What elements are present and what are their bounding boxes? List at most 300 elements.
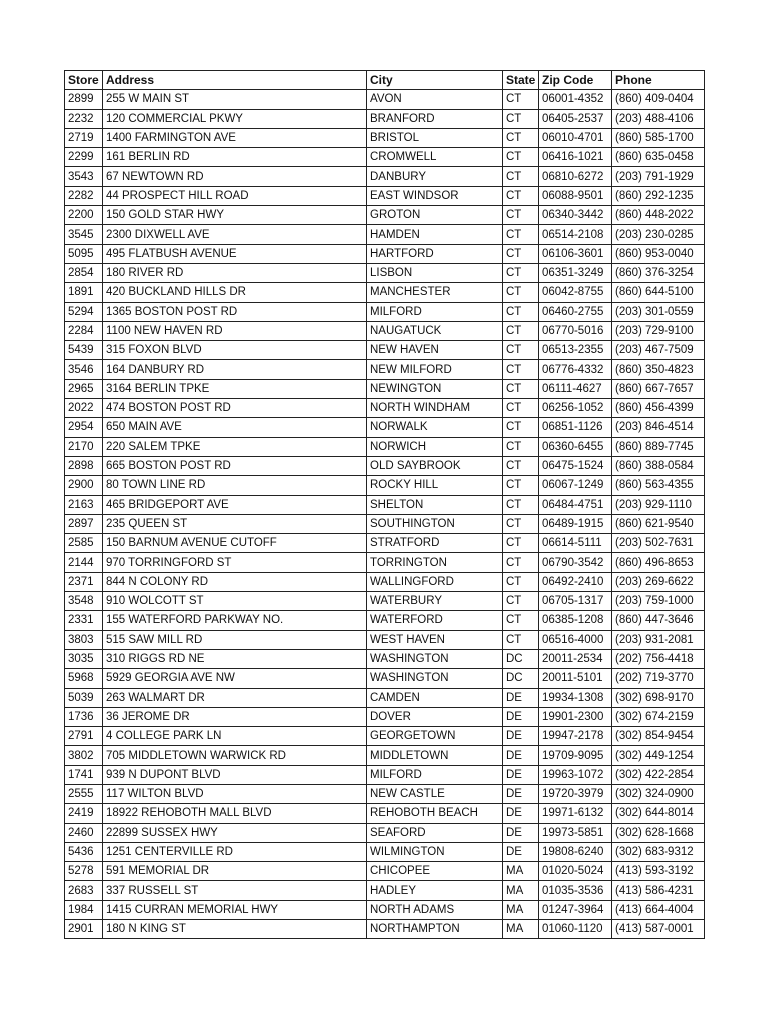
table-row bbox=[65, 823, 705, 842]
table-row bbox=[65, 688, 705, 707]
table-row bbox=[65, 244, 705, 263]
phone-cell: (203) 301-0559 bbox=[612, 302, 705, 321]
city-cell: MILFORD bbox=[367, 302, 503, 321]
city-cell: TORRINGTON bbox=[367, 553, 503, 572]
state-cell: CT bbox=[503, 611, 539, 630]
city-cell: NORTH WINDHAM bbox=[367, 399, 503, 418]
address-cell: 665 BOSTON POST RD bbox=[103, 456, 367, 475]
store-cell: 2419 bbox=[65, 804, 103, 823]
state-cell: CT bbox=[503, 379, 539, 398]
city-cell: NEWINGTON bbox=[367, 379, 503, 398]
state-cell: DE bbox=[503, 765, 539, 784]
table-row bbox=[65, 321, 705, 340]
zip-code-cell: 06256-1052 bbox=[539, 399, 612, 418]
phone-cell: (203) 846-4514 bbox=[612, 418, 705, 437]
store-cell: 2170 bbox=[65, 437, 103, 456]
address-cell: 263 WALMART DR bbox=[103, 688, 367, 707]
phone-cell: (302) 644-8014 bbox=[612, 804, 705, 823]
address-cell: 515 SAW MILL RD bbox=[103, 630, 367, 649]
address-cell: 22899 SUSSEX HWY bbox=[103, 823, 367, 842]
store-cell: 5095 bbox=[65, 244, 103, 263]
table-row bbox=[65, 283, 705, 302]
city-cell: NORWICH bbox=[367, 437, 503, 456]
state-cell: CT bbox=[503, 553, 539, 572]
address-cell: 2300 DIXWELL AVE bbox=[103, 225, 367, 244]
state-cell: CT bbox=[503, 495, 539, 514]
address-cell: 4 COLLEGE PARK LN bbox=[103, 727, 367, 746]
city-cell: NEW HAVEN bbox=[367, 341, 503, 360]
table-row bbox=[65, 302, 705, 321]
address-cell: 1415 CURRAN MEMORIAL HWY bbox=[103, 900, 367, 919]
table-row bbox=[65, 90, 705, 109]
zip-code-cell: 19709-9095 bbox=[539, 746, 612, 765]
city-cell: WASHINGTON bbox=[367, 669, 503, 688]
address-cell: 705 MIDDLETOWN WARWICK RD bbox=[103, 746, 367, 765]
store-cell: 5278 bbox=[65, 862, 103, 881]
phone-cell: (203) 488-4106 bbox=[612, 109, 705, 128]
address-cell: 939 N DUPONT BLVD bbox=[103, 765, 367, 784]
phone-cell: (203) 502-7631 bbox=[612, 534, 705, 553]
address-cell: 844 N COLONY RD bbox=[103, 572, 367, 591]
state-cell: CT bbox=[503, 206, 539, 225]
phone-cell: (203) 759-1000 bbox=[612, 592, 705, 611]
phone-cell: (203) 230-0285 bbox=[612, 225, 705, 244]
zip-code-cell: 19808-6240 bbox=[539, 842, 612, 861]
state-cell: DE bbox=[503, 727, 539, 746]
store-cell: 2897 bbox=[65, 514, 103, 533]
state-cell: CT bbox=[503, 109, 539, 128]
store-cell: 2460 bbox=[65, 823, 103, 842]
state-cell: DC bbox=[503, 669, 539, 688]
state-cell: DE bbox=[503, 804, 539, 823]
phone-cell: (860) 635-0458 bbox=[612, 148, 705, 167]
address-cell: 164 DANBURY RD bbox=[103, 360, 367, 379]
zip-code-cell: 06385-1208 bbox=[539, 611, 612, 630]
city-cell: NORWALK bbox=[367, 418, 503, 437]
zip-code-cell: 06705-1317 bbox=[539, 592, 612, 611]
phone-cell: (413) 587-0001 bbox=[612, 920, 705, 939]
phone-cell: (413) 664-4004 bbox=[612, 900, 705, 919]
zip-code-cell: 06351-3249 bbox=[539, 263, 612, 282]
table-row bbox=[65, 476, 705, 495]
address-cell: 910 WOLCOTT ST bbox=[103, 592, 367, 611]
city-cell: NEW CASTLE bbox=[367, 784, 503, 803]
state-cell: CT bbox=[503, 514, 539, 533]
table-row bbox=[65, 765, 705, 784]
state-cell: CT bbox=[503, 592, 539, 611]
state-cell: CT bbox=[503, 418, 539, 437]
state-cell: DE bbox=[503, 688, 539, 707]
zip-code-cell: 01020-5024 bbox=[539, 862, 612, 881]
header-state: State bbox=[503, 71, 539, 90]
state-cell: CT bbox=[503, 341, 539, 360]
store-cell: 2200 bbox=[65, 206, 103, 225]
table-header bbox=[65, 71, 705, 90]
store-cell: 1891 bbox=[65, 283, 103, 302]
store-cell: 2299 bbox=[65, 148, 103, 167]
city-cell: NAUGATUCK bbox=[367, 321, 503, 340]
address-cell: 18922 REHOBOTH MALL BLVD bbox=[103, 804, 367, 823]
table-body bbox=[65, 90, 705, 939]
table-row bbox=[65, 572, 705, 591]
city-cell: OLD SAYBROOK bbox=[367, 456, 503, 475]
zip-code-cell: 06614-5111 bbox=[539, 534, 612, 553]
phone-cell: (860) 667-7657 bbox=[612, 379, 705, 398]
state-cell: CT bbox=[503, 283, 539, 302]
zip-code-cell: 06340-3442 bbox=[539, 206, 612, 225]
phone-cell: (860) 496-8653 bbox=[612, 553, 705, 572]
phone-cell: (860) 448-2022 bbox=[612, 206, 705, 225]
city-cell: GROTON bbox=[367, 206, 503, 225]
table-row bbox=[65, 842, 705, 861]
phone-cell: (860) 621-9540 bbox=[612, 514, 705, 533]
city-cell: HARTFORD bbox=[367, 244, 503, 263]
city-cell: HAMDEN bbox=[367, 225, 503, 244]
phone-cell: (203) 931-2081 bbox=[612, 630, 705, 649]
city-cell: CAMDEN bbox=[367, 688, 503, 707]
address-cell: 36 JEROME DR bbox=[103, 707, 367, 726]
zip-code-cell: 06492-2410 bbox=[539, 572, 612, 591]
table-row bbox=[65, 456, 705, 475]
state-cell: MA bbox=[503, 920, 539, 939]
zip-code-cell: 06106-3601 bbox=[539, 244, 612, 263]
zip-code-cell: 01247-3964 bbox=[539, 900, 612, 919]
phone-cell: (413) 593-3192 bbox=[612, 862, 705, 881]
table-row bbox=[65, 418, 705, 437]
phone-cell: (203) 729-9100 bbox=[612, 321, 705, 340]
state-cell: MA bbox=[503, 900, 539, 919]
address-cell: 155 WATERFORD PARKWAY NO. bbox=[103, 611, 367, 630]
zip-code-cell: 06484-4751 bbox=[539, 495, 612, 514]
store-cell: 2284 bbox=[65, 321, 103, 340]
store-cell: 2965 bbox=[65, 379, 103, 398]
zip-code-cell: 06776-4332 bbox=[539, 360, 612, 379]
zip-code-cell: 06042-8755 bbox=[539, 283, 612, 302]
address-cell: 1100 NEW HAVEN RD bbox=[103, 321, 367, 340]
address-cell: 1400 FARMINGTON AVE bbox=[103, 128, 367, 147]
store-cell: 2585 bbox=[65, 534, 103, 553]
phone-cell: (302) 449-1254 bbox=[612, 746, 705, 765]
store-cell: 2898 bbox=[65, 456, 103, 475]
city-cell: SEAFORD bbox=[367, 823, 503, 842]
zip-code-cell: 19973-5851 bbox=[539, 823, 612, 842]
table-row bbox=[65, 649, 705, 668]
zip-code-cell: 06514-2108 bbox=[539, 225, 612, 244]
city-cell: BRANFORD bbox=[367, 109, 503, 128]
table-row bbox=[65, 804, 705, 823]
store-cell: 5294 bbox=[65, 302, 103, 321]
state-cell: CT bbox=[503, 476, 539, 495]
zip-code-cell: 19720-3979 bbox=[539, 784, 612, 803]
address-cell: 591 MEMORIAL DR bbox=[103, 862, 367, 881]
table-row bbox=[65, 360, 705, 379]
address-cell: 337 RUSSELL ST bbox=[103, 881, 367, 900]
store-cell: 2371 bbox=[65, 572, 103, 591]
state-cell: MA bbox=[503, 862, 539, 881]
table-row bbox=[65, 148, 705, 167]
zip-code-cell: 06489-1915 bbox=[539, 514, 612, 533]
phone-cell: (302) 683-9312 bbox=[612, 842, 705, 861]
address-cell: 220 SALEM TPKE bbox=[103, 437, 367, 456]
zip-code-cell: 06516-4000 bbox=[539, 630, 612, 649]
table-row bbox=[65, 379, 705, 398]
state-cell: CT bbox=[503, 128, 539, 147]
table-row bbox=[65, 707, 705, 726]
address-cell: 150 GOLD STAR HWY bbox=[103, 206, 367, 225]
phone-cell: (302) 674-2159 bbox=[612, 707, 705, 726]
phone-cell: (202) 719-3770 bbox=[612, 669, 705, 688]
zip-code-cell: 01060-1120 bbox=[539, 920, 612, 939]
city-cell: WALLINGFORD bbox=[367, 572, 503, 591]
address-cell: 5929 GEORGIA AVE NW bbox=[103, 669, 367, 688]
header-row bbox=[65, 71, 705, 90]
address-cell: 1251 CENTERVILLE RD bbox=[103, 842, 367, 861]
city-cell: SHELTON bbox=[367, 495, 503, 514]
store-cell: 5039 bbox=[65, 688, 103, 707]
store-cell: 3548 bbox=[65, 592, 103, 611]
phone-cell: (202) 756-4418 bbox=[612, 649, 705, 668]
store-cell: 1741 bbox=[65, 765, 103, 784]
state-cell: CT bbox=[503, 167, 539, 186]
phone-cell: (860) 644-5100 bbox=[612, 283, 705, 302]
city-cell: DANBURY bbox=[367, 167, 503, 186]
state-cell: CT bbox=[503, 263, 539, 282]
zip-code-cell: 06111-4627 bbox=[539, 379, 612, 398]
store-cell: 2331 bbox=[65, 611, 103, 630]
phone-cell: (302) 854-9454 bbox=[612, 727, 705, 746]
table-row bbox=[65, 553, 705, 572]
address-cell: 650 MAIN AVE bbox=[103, 418, 367, 437]
phone-cell: (203) 269-6622 bbox=[612, 572, 705, 591]
address-cell: 970 TORRINGFORD ST bbox=[103, 553, 367, 572]
phone-cell: (860) 388-0584 bbox=[612, 456, 705, 475]
table-row bbox=[65, 341, 705, 360]
address-cell: 3164 BERLIN TPKE bbox=[103, 379, 367, 398]
header-address: Address bbox=[103, 71, 367, 90]
store-cell: 3543 bbox=[65, 167, 103, 186]
zip-code-cell: 06001-4352 bbox=[539, 90, 612, 109]
table-row bbox=[65, 611, 705, 630]
store-cell: 3035 bbox=[65, 649, 103, 668]
phone-cell: (860) 409-0404 bbox=[612, 90, 705, 109]
city-cell: MIDDLETOWN bbox=[367, 746, 503, 765]
address-cell: 120 COMMERCIAL PKWY bbox=[103, 109, 367, 128]
table-row bbox=[65, 727, 705, 746]
state-cell: CT bbox=[503, 302, 539, 321]
table-row bbox=[65, 746, 705, 765]
store-cell: 5968 bbox=[65, 669, 103, 688]
state-cell: CT bbox=[503, 534, 539, 553]
zip-code-cell: 06416-1021 bbox=[539, 148, 612, 167]
state-cell: CT bbox=[503, 186, 539, 205]
store-cell: 2791 bbox=[65, 727, 103, 746]
state-cell: CT bbox=[503, 90, 539, 109]
address-cell: 117 WILTON BLVD bbox=[103, 784, 367, 803]
zip-code-cell: 06851-1126 bbox=[539, 418, 612, 437]
store-cell: 1736 bbox=[65, 707, 103, 726]
phone-cell: (302) 698-9170 bbox=[612, 688, 705, 707]
state-cell: CT bbox=[503, 360, 539, 379]
store-cell: 3546 bbox=[65, 360, 103, 379]
state-cell: MA bbox=[503, 881, 539, 900]
zip-code-cell: 06513-2355 bbox=[539, 341, 612, 360]
city-cell: SOUTHINGTON bbox=[367, 514, 503, 533]
phone-cell: (860) 292-1235 bbox=[612, 186, 705, 205]
address-cell: 150 BARNUM AVENUE CUTOFF bbox=[103, 534, 367, 553]
city-cell: NEW MILFORD bbox=[367, 360, 503, 379]
table-row bbox=[65, 592, 705, 611]
city-cell: DOVER bbox=[367, 707, 503, 726]
address-cell: 161 BERLIN RD bbox=[103, 148, 367, 167]
address-cell: 44 PROSPECT HILL ROAD bbox=[103, 186, 367, 205]
phone-cell: (860) 456-4399 bbox=[612, 399, 705, 418]
city-cell: WATERFORD bbox=[367, 611, 503, 630]
zip-code-cell: 19971-6132 bbox=[539, 804, 612, 823]
city-cell: ROCKY HILL bbox=[367, 476, 503, 495]
state-cell: CT bbox=[503, 244, 539, 263]
state-cell: DE bbox=[503, 823, 539, 842]
table-row bbox=[65, 900, 705, 919]
zip-code-cell: 06088-9501 bbox=[539, 186, 612, 205]
table-row bbox=[65, 206, 705, 225]
zip-code-cell: 19947-2178 bbox=[539, 727, 612, 746]
store-cell: 2901 bbox=[65, 920, 103, 939]
header-store: Store bbox=[65, 71, 103, 90]
address-cell: 235 QUEEN ST bbox=[103, 514, 367, 533]
table-row bbox=[65, 862, 705, 881]
city-cell: CROMWELL bbox=[367, 148, 503, 167]
address-cell: 465 BRIDGEPORT AVE bbox=[103, 495, 367, 514]
city-cell: MANCHESTER bbox=[367, 283, 503, 302]
city-cell: BRISTOL bbox=[367, 128, 503, 147]
zip-code-cell: 06460-2755 bbox=[539, 302, 612, 321]
table-row bbox=[65, 495, 705, 514]
zip-code-cell: 06010-4701 bbox=[539, 128, 612, 147]
header-zip-code: Zip Code bbox=[539, 71, 612, 90]
zip-code-cell: 06405-2537 bbox=[539, 109, 612, 128]
phone-cell: (860) 563-4355 bbox=[612, 476, 705, 495]
city-cell: MILFORD bbox=[367, 765, 503, 784]
address-cell: 180 N KING ST bbox=[103, 920, 367, 939]
table-row bbox=[65, 109, 705, 128]
table-row bbox=[65, 514, 705, 533]
address-cell: 80 TOWN LINE RD bbox=[103, 476, 367, 495]
state-cell: DE bbox=[503, 784, 539, 803]
zip-code-cell: 06475-1524 bbox=[539, 456, 612, 475]
store-cell: 1984 bbox=[65, 900, 103, 919]
store-cell: 2232 bbox=[65, 109, 103, 128]
header-city: City bbox=[367, 71, 503, 90]
address-cell: 67 NEWTOWN RD bbox=[103, 167, 367, 186]
city-cell: WASHINGTON bbox=[367, 649, 503, 668]
phone-cell: (203) 929-1110 bbox=[612, 495, 705, 514]
zip-code-cell: 19901-2300 bbox=[539, 707, 612, 726]
table-row bbox=[65, 128, 705, 147]
store-cell: 2022 bbox=[65, 399, 103, 418]
table-row bbox=[65, 669, 705, 688]
city-cell: GEORGETOWN bbox=[367, 727, 503, 746]
table-row bbox=[65, 186, 705, 205]
store-cell: 5439 bbox=[65, 341, 103, 360]
store-cell: 2719 bbox=[65, 128, 103, 147]
city-cell: CHICOPEE bbox=[367, 862, 503, 881]
address-cell: 1365 BOSTON POST RD bbox=[103, 302, 367, 321]
zip-code-cell: 06790-3542 bbox=[539, 553, 612, 572]
phone-cell: (860) 376-3254 bbox=[612, 263, 705, 282]
city-cell: WILMINGTON bbox=[367, 842, 503, 861]
store-cell: 5436 bbox=[65, 842, 103, 861]
store-table bbox=[64, 70, 705, 939]
city-cell: NORTH ADAMS bbox=[367, 900, 503, 919]
city-cell: NORTHAMPTON bbox=[367, 920, 503, 939]
state-cell: CT bbox=[503, 437, 539, 456]
address-cell: 310 RIGGS RD NE bbox=[103, 649, 367, 668]
zip-code-cell: 06810-6272 bbox=[539, 167, 612, 186]
zip-code-cell: 19963-1072 bbox=[539, 765, 612, 784]
address-cell: 255 W MAIN ST bbox=[103, 90, 367, 109]
zip-code-cell: 06360-6455 bbox=[539, 437, 612, 456]
table-row bbox=[65, 920, 705, 939]
table-row bbox=[65, 881, 705, 900]
phone-cell: (203) 791-1929 bbox=[612, 167, 705, 186]
zip-code-cell: 06067-1249 bbox=[539, 476, 612, 495]
phone-cell: (860) 447-3646 bbox=[612, 611, 705, 630]
city-cell: AVON bbox=[367, 90, 503, 109]
zip-code-cell: 20011-2534 bbox=[539, 649, 612, 668]
city-cell: WATERBURY bbox=[367, 592, 503, 611]
store-cell: 3802 bbox=[65, 746, 103, 765]
state-cell: CT bbox=[503, 572, 539, 591]
zip-code-cell: 06770-5016 bbox=[539, 321, 612, 340]
state-cell: DE bbox=[503, 746, 539, 765]
phone-cell: (860) 350-4823 bbox=[612, 360, 705, 379]
table-row bbox=[65, 784, 705, 803]
store-cell: 2282 bbox=[65, 186, 103, 205]
state-cell: CT bbox=[503, 321, 539, 340]
phone-cell: (203) 467-7509 bbox=[612, 341, 705, 360]
zip-code-cell: 20011-5101 bbox=[539, 669, 612, 688]
address-cell: 474 BOSTON POST RD bbox=[103, 399, 367, 418]
store-cell: 2954 bbox=[65, 418, 103, 437]
store-cell: 3803 bbox=[65, 630, 103, 649]
city-cell: WEST HAVEN bbox=[367, 630, 503, 649]
table-row bbox=[65, 399, 705, 418]
table-row bbox=[65, 630, 705, 649]
store-cell: 2854 bbox=[65, 263, 103, 282]
phone-cell: (860) 889-7745 bbox=[612, 437, 705, 456]
header-phone: Phone bbox=[612, 71, 705, 90]
address-cell: 315 FOXON BLVD bbox=[103, 341, 367, 360]
city-cell: EAST WINDSOR bbox=[367, 186, 503, 205]
store-cell: 3545 bbox=[65, 225, 103, 244]
phone-cell: (302) 422-2854 bbox=[612, 765, 705, 784]
table-row bbox=[65, 437, 705, 456]
phone-cell: (302) 628-1668 bbox=[612, 823, 705, 842]
store-cell: 2555 bbox=[65, 784, 103, 803]
state-cell: CT bbox=[503, 148, 539, 167]
store-cell: 2683 bbox=[65, 881, 103, 900]
table-row bbox=[65, 167, 705, 186]
address-cell: 495 FLATBUSH AVENUE bbox=[103, 244, 367, 263]
zip-code-cell: 01035-3536 bbox=[539, 881, 612, 900]
address-cell: 420 BUCKLAND HILLS DR bbox=[103, 283, 367, 302]
store-cell: 2900 bbox=[65, 476, 103, 495]
state-cell: DE bbox=[503, 707, 539, 726]
store-cell: 2144 bbox=[65, 553, 103, 572]
address-cell: 180 RIVER RD bbox=[103, 263, 367, 282]
city-cell: REHOBOTH BEACH bbox=[367, 804, 503, 823]
state-cell: CT bbox=[503, 456, 539, 475]
